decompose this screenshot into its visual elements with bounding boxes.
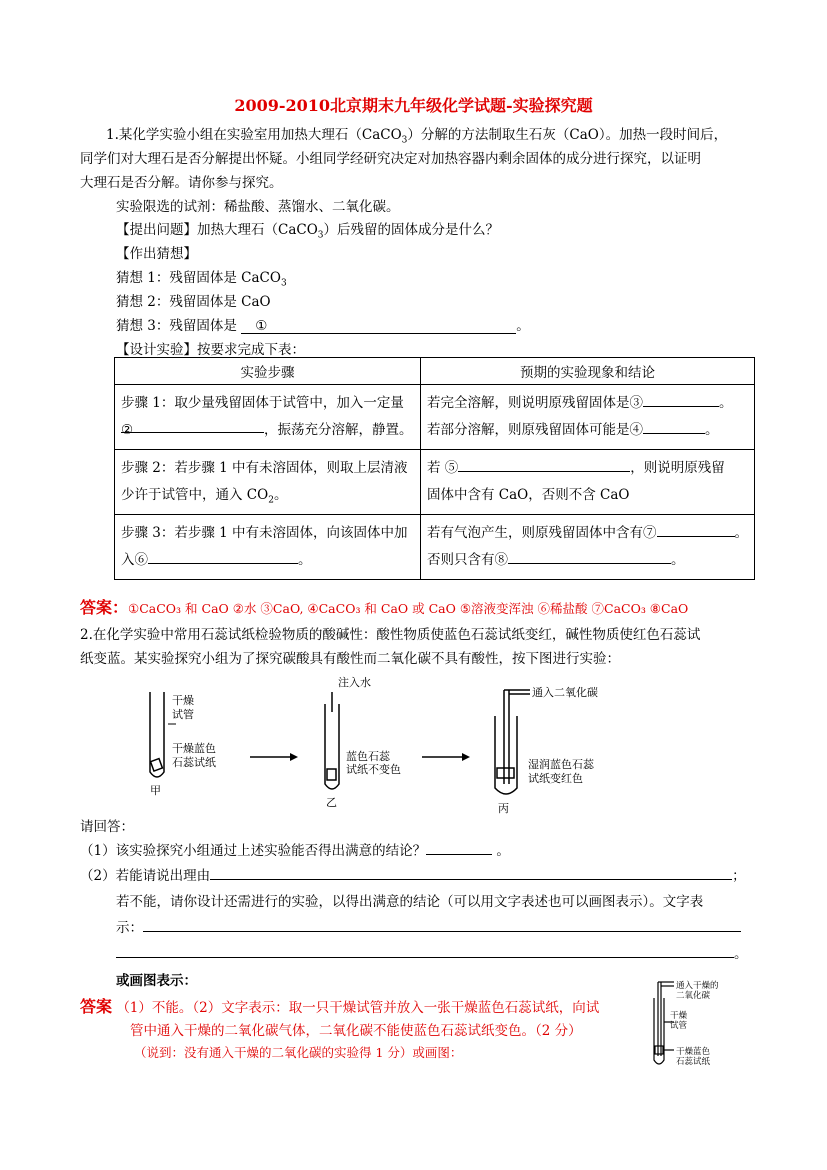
q2-part2: （2）若能请说出理由 ； <box>80 864 746 884</box>
q2-part3: 若不能，请你设计还需进行的实验，以得出满意的结论（可以用文字表述也可以画图表示）。文字表 <box>116 894 704 910</box>
table-row <box>115 385 755 450</box>
q2-ask: 请回答： <box>80 819 134 835</box>
svg-text:甲: 甲 <box>150 784 161 797</box>
result1-line2: 若部分溶解，则原残留固体可能是④ 。 <box>427 417 748 444</box>
experiment-figure <box>140 672 620 817</box>
q2-intro-line2: 纸变蓝。某实验探究小组为了探究碳酸具有酸性而二氧化碳不具有酸性，按下图进行实验： <box>80 651 620 667</box>
table-row <box>115 450 755 515</box>
experiment-table <box>114 357 755 580</box>
svg-text:二氧化碳: 二氧化碳 <box>676 991 711 1001</box>
svg-text:试纸不变色: 试纸不变色 <box>346 763 401 776</box>
table-header-steps: 实验步骤 <box>115 358 421 385</box>
svg-text:试管: 试管 <box>172 708 194 721</box>
q1-guess-2: 猜想 2：残留固体是 CaO <box>116 294 271 310</box>
q1-guess-1: 猜想 1：残留固体是 CaCO$_3$ <box>116 270 287 289</box>
q2-answer-line3: （说到：没有通入干燥的二氧化碳的实验得 1 分）或画图： <box>134 1045 463 1060</box>
result2-line2: 固体中含有 CaO，否则不含 CaO <box>427 487 630 503</box>
answer-figure <box>640 978 760 1073</box>
result3-line1: 若有气泡产生，则原残留固体中含有⑦ 。 <box>427 520 748 547</box>
q2-part5: 。 <box>116 942 748 962</box>
q1-intro-line1: 1.某化学实验小组在实验室用加热大理石（CaCO$_3$）分解的方法制取生石灰（CaO）。加热一段时间后， <box>106 127 728 146</box>
svg-text:蓝色石蕊: 蓝色石蕊 <box>346 750 390 763</box>
svg-text:湿润蓝色石蕊: 湿润蓝色石蕊 <box>528 758 594 771</box>
q1-reagents: 实验限选的试剂：稀盐酸、蒸馏水、二氧化碳。 <box>116 199 400 215</box>
svg-text:通入二氧化碳: 通入二氧化碳 <box>532 686 598 699</box>
q2-part6: 或画图表示： <box>116 973 197 989</box>
step3-line1: 步骤 3：若步骤 1 中有未溶固体，向该固体中加 <box>121 525 408 541</box>
svg-text:丙: 丙 <box>498 802 509 815</box>
svg-text:石蕊试纸: 石蕊试纸 <box>676 1057 711 1067</box>
svg-text:试管: 试管 <box>670 1021 688 1031</box>
step1-line2: ② ，振荡充分溶解，静置。 <box>121 417 414 444</box>
q1-answer: 答案：①CaCO₃ 和 CaO ②水 ③CaO, ④CaCO₃ 和 CaO 或 CaO ⑤溶液变浑浊 ⑥稀盐酸 ⑦CaCO₃ ⑧CaO <box>80 598 689 617</box>
q1-question: 【提出问题】加热大理石（CaCO$_3$）后残留的固体成分是什么？ <box>116 222 500 241</box>
q1-guess-heading: 【作出猜想】 <box>116 246 197 262</box>
svg-text:干燥蓝色: 干燥蓝色 <box>676 1047 711 1057</box>
table-row <box>115 515 755 580</box>
svg-text:干燥蓝色: 干燥蓝色 <box>172 742 216 755</box>
page-title: 2009-2010北京期末九年级化学试题-实验探究题 <box>234 96 593 115</box>
svg-text:乙: 乙 <box>326 796 337 809</box>
q1-intro-line2: 同学们对大理石是否分解提出怀疑。小组同学经研究决定对加热容器内剩余固体的成分进行探究，以证明 <box>80 151 701 167</box>
step2-line2: 少许于试管中，通入 $CO_2$。 <box>121 487 288 506</box>
svg-text:通入干燥的: 通入干燥的 <box>676 981 719 991</box>
result3-line2: 否则只含有⑧ 。 <box>427 547 748 574</box>
svg-text:试纸变红色: 试纸变红色 <box>528 772 583 785</box>
svg-text:注入水: 注入水 <box>338 676 371 689</box>
step3-line2: 入⑥ 。 <box>121 547 414 574</box>
result2-line1: 若 ⑤ ，则说明原残留 <box>427 455 748 482</box>
svg-text:石蕊试纸: 石蕊试纸 <box>172 756 216 769</box>
q1-design: 【设计实验】按要求完成下表： <box>116 342 305 358</box>
table-header-results: 预期的实验现象和结论 <box>421 358 755 385</box>
tube-a <box>150 692 164 777</box>
q2-intro-line1: 2.在化学实验中常用石蕊试纸检验物质的酸碱性：酸性物质使蓝色石蕊试纸变红，碱性物质使红色石蕊试 <box>80 627 701 643</box>
arrow-2-icon <box>422 753 470 761</box>
svg-text:干燥: 干燥 <box>172 694 194 707</box>
q2-part1: （1）该实验探究小组通过上述实验能否得出满意的结论？ 。 <box>80 839 510 859</box>
q2-part4: 示： <box>116 916 741 936</box>
table-header-row <box>115 358 755 385</box>
tube-b <box>325 692 339 789</box>
q1-intro-line3: 大理石是否分解。请你参与探究。 <box>80 175 283 191</box>
q1-guess-3: 猜想 3：残留固体是 ① 。 <box>116 318 530 334</box>
step1-line1: 步骤 1：取少量残留固体于试管中，加入一定量 <box>121 395 404 411</box>
tube-c <box>495 690 530 794</box>
step2-line1: 步骤 2：若步骤 1 中有未溶固体，则取上层清液 <box>121 460 408 476</box>
q2-answer-line2: 管中通入干燥的二氧化碳气体，二氧化碳不能使蓝色石蕊试纸变色。（2 分） <box>130 1023 582 1039</box>
svg-text:干燥: 干燥 <box>670 1011 688 1021</box>
q2-answer-line1: 答案 （1）不能。（2）文字表示：取一只干燥试管并放入一张干燥蓝色石蕊试纸，向试 <box>80 997 600 1016</box>
blank-1: ① <box>241 318 516 334</box>
arrow-1-icon <box>250 753 298 761</box>
result1-line1: 若完全溶解，则说明原残留固体是③ 。 <box>427 390 748 417</box>
